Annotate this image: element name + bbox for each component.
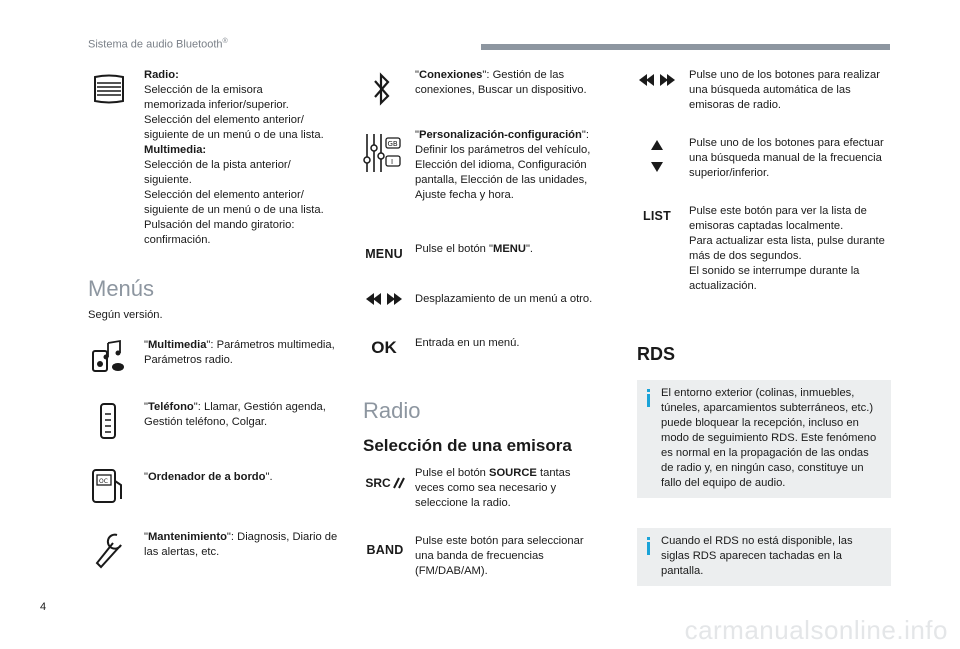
info-icon bbox=[647, 537, 650, 555]
band-text: Pulse este botón para seleccionar una banda de frecuencias (FM/DAB/AM). bbox=[415, 535, 584, 577]
src-bold: SOURCE bbox=[489, 467, 537, 479]
left-right-arrows-icon bbox=[362, 288, 406, 310]
radio-line: memorizada inferior/superior. bbox=[144, 99, 289, 111]
source-row bbox=[362, 466, 591, 511]
menu-button-row bbox=[362, 240, 611, 268]
list-line: Pulse este botón para ver la lista de emisoras captadas localmente. bbox=[689, 205, 867, 232]
header-bar bbox=[481, 44, 890, 50]
seek-arrows-icon bbox=[634, 68, 680, 92]
media-line: Pulsación del mando giratorio: bbox=[144, 219, 295, 231]
media-label: Multimedia: bbox=[144, 144, 207, 156]
seek-text: Pulse uno de los botones para realizar una búsqueda automática de las emisoras de radio. bbox=[689, 69, 880, 111]
menus-intro: Según versión. bbox=[88, 309, 163, 321]
menu-item-desc: ": Diagnosis, Diario de las alertas, etc. bbox=[144, 531, 338, 558]
src-post: tantas veces como sea necesario y seleccione la radio. bbox=[415, 467, 571, 509]
registered-mark: ® bbox=[222, 38, 228, 45]
radio-label: Radio: bbox=[144, 69, 179, 81]
gb-flag-label: GB bbox=[387, 140, 398, 148]
list-line: El sonido se interrumpe durante la actualización. bbox=[689, 265, 860, 292]
menu-item-desc: ": Definir los parámetros del vehículo, Elección del idioma, Configuración pantalla, Elección de las unidades, Ajuste fecha y hora. bbox=[415, 129, 591, 201]
band-button-label: BAND bbox=[366, 543, 404, 557]
up-down-arrows-icon bbox=[634, 136, 680, 176]
menu-bold: MENU bbox=[493, 243, 526, 255]
menu-item-desc: ": Llamar, Gestión agenda, Gestión teléfono, Colgar. bbox=[144, 401, 326, 428]
media-line: siguiente. bbox=[144, 174, 192, 186]
rds-note-text: El entorno exterior (colinas, inmuebles, túneles, aparcamientos subterráneos, etc.) puede bloquear la recepción, incluso en modo de seguimiento RDS. Este fenómeno es normal en la propagación de las ondas de radio y, en ningún caso, constituye un fallo del equipo de audio. bbox=[661, 387, 877, 489]
radio-heading: Radio bbox=[363, 398, 421, 423]
rds-note-unavailable bbox=[637, 528, 891, 586]
menu-item-bold: Mantenimiento bbox=[147, 531, 227, 543]
page-number: 4 bbox=[40, 601, 47, 613]
source-button-icon bbox=[362, 466, 408, 500]
src-label: SRC bbox=[365, 476, 391, 490]
menu-item-desc: ". bbox=[265, 471, 273, 483]
nav-text: Desplazamiento de un menú a otro. bbox=[415, 293, 593, 305]
menu-item-trip-computer: OC "Ordenador de a bordo". bbox=[88, 466, 354, 506]
rds-heading: RDS bbox=[637, 344, 676, 364]
list-row bbox=[634, 204, 893, 294]
ok-row bbox=[362, 334, 611, 362]
ok-text: Entrada en un menú. bbox=[415, 337, 520, 349]
menu-button-label: MENU bbox=[365, 247, 403, 261]
menu-item-bold: Personalización-configuración bbox=[418, 129, 582, 141]
menu-item-connections: "Conexiones": Gestión de las conexiones, Buscar un dispositivo. bbox=[362, 68, 611, 110]
settings-sliders-icon bbox=[362, 128, 402, 178]
menu-item-personalization: GB I "Personalización-configuración": Definir los parámetros del vehículo, Elección del idioma, Configuración pantalla, Elección de las unidades, Ajuste fecha y hora. bbox=[362, 128, 615, 203]
menu-item-bold: Teléfono bbox=[147, 401, 194, 413]
watermark: carmanualsonline.info bbox=[684, 615, 948, 645]
rotary-dial-icon bbox=[88, 71, 130, 107]
page-header bbox=[88, 38, 228, 51]
menu-item-phone: "Teléfono": Llamar, Gestión agenda, Gestión teléfono, Colgar. bbox=[88, 400, 354, 442]
menu-pre: Pulse el botón " bbox=[415, 243, 493, 255]
multimedia-icon bbox=[88, 338, 128, 376]
media-line: siguiente de un menú o de una lista. bbox=[144, 204, 324, 216]
menu-item-desc: ": Parámetros multimedia, Parámetros radio. bbox=[144, 339, 335, 366]
rds-note-terrain bbox=[637, 380, 891, 498]
wrench-icon bbox=[88, 530, 128, 572]
select-station-heading: Selección de una emisora bbox=[363, 436, 572, 455]
manual-row bbox=[634, 136, 893, 181]
radio-line: Selección de la emisora bbox=[144, 84, 263, 96]
bluetooth-icon bbox=[362, 68, 402, 110]
media-line: Selección de la pista anterior/ bbox=[144, 159, 291, 171]
menu-item-bold: Conexiones bbox=[418, 69, 483, 81]
seek-row bbox=[634, 68, 893, 113]
menu-item-bold: Multimedia bbox=[147, 339, 207, 351]
radio-control-row bbox=[88, 68, 350, 248]
list-button-label: LIST bbox=[643, 209, 671, 223]
media-line: confirmación. bbox=[144, 234, 211, 246]
manual-text: Pulse uno de los botones para efectuar una búsqueda manual de la frecuencia superior/inferior. bbox=[689, 137, 884, 179]
radio-line: siguiente de un menú o de una lista. bbox=[144, 129, 324, 141]
menu-item-maintenance: "Mantenimiento": Diagnosis, Diario de las alertas, etc. bbox=[88, 530, 354, 572]
roman-numeral-label: I bbox=[391, 158, 394, 166]
menu-item-bold: Ordenador de a bordo bbox=[147, 471, 266, 483]
menu-item-desc: ": Gestión de las conexiones, Buscar un dispositivo. bbox=[415, 69, 587, 96]
media-line: Selección del elemento anterior/ bbox=[144, 189, 304, 201]
menus-heading: Menús bbox=[88, 276, 155, 301]
radio-line: Selección del elemento anterior/ bbox=[144, 114, 304, 126]
nav-row bbox=[362, 288, 611, 310]
trip-computer-icon bbox=[88, 466, 128, 506]
menu-post: ". bbox=[525, 243, 534, 255]
phone-icon bbox=[88, 400, 128, 442]
radio-control-text bbox=[144, 68, 350, 248]
band-row bbox=[362, 534, 605, 579]
header-title: Sistema de audio Bluetooth bbox=[88, 38, 223, 51]
src-pre: Pulse el botón bbox=[415, 467, 490, 479]
ok-button-label: OK bbox=[371, 338, 397, 357]
menu-item-multimedia: "Multimedia": Parámetros multimedia, Parámetros radio. bbox=[88, 338, 354, 376]
list-text bbox=[689, 204, 893, 294]
rds-note-text: Cuando el RDS no está disponible, las siglas RDS aparecen tachadas en la pantalla. bbox=[661, 535, 853, 577]
svg-text:OC: OC bbox=[99, 478, 108, 485]
list-line: Para actualizar esta lista, pulse durante más de dos segundos. bbox=[689, 235, 885, 262]
info-icon bbox=[647, 389, 650, 407]
